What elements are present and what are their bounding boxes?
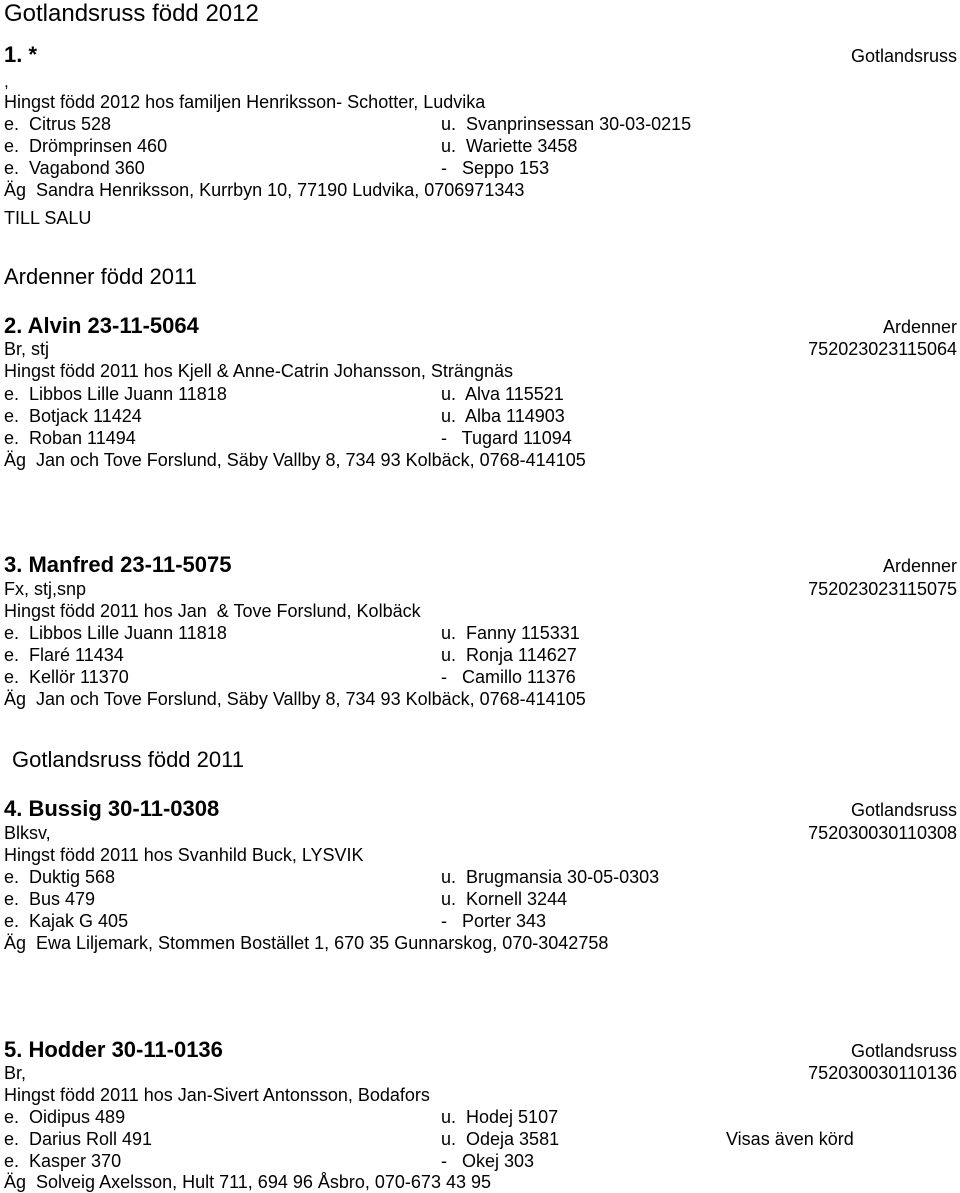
breed-label: Ardenner [882,317,957,337]
chip-number: 752030030110136 [808,1063,957,1083]
pedigree-left: e. Drömprinsen 460 [4,136,168,156]
entry-description: Hingst född 2011 hos Svanhild Buck, LYSVIK [4,845,364,865]
pedigree-right: u. Alba 114903 [441,406,565,426]
owner-line: Äg Jan och Tove Forslund, Säby Vallby 8, 734 93 Kolbäck, 0768-414105 [4,450,586,470]
entry-description: Hingst född 2011 hos Jan-Sivert Antonsson, Bodafors [4,1085,430,1105]
breed-label: Gotlandsruss [850,800,957,820]
pedigree-left: e. Darius Roll 491 [4,1129,153,1149]
pedigree-left: e. Citrus 528 [4,114,112,134]
pedigree-left: e. Duktig 568 [4,867,116,887]
show-note: Visas även körd [726,1129,854,1149]
pedigree-left: e. Flaré 11434 [4,645,124,665]
pedigree-right: u. Kornell 3244 [441,889,568,909]
pedigree-left: e. Oidipus 489 [4,1107,126,1127]
pedigree-left: e. Roban 11494 [4,428,136,448]
pedigree-left: e. Kasper 370 [4,1151,122,1171]
pedigree-left: e. Vagabond 360 [4,158,145,178]
entry-description: Hingst född 2012 hos familjen Henriksson- Schotter, Ludvika [4,92,486,112]
breed-label: Gotlandsruss [850,46,957,66]
pedigree-right: u. Svanprinsessan 30-03-0215 [441,114,692,134]
pedigree-right: - Okej 303 [441,1151,535,1171]
pedigree-right: u. Alva 115521 [441,384,564,404]
pedigree-right: u. Hodej 5107 [441,1107,559,1127]
breed-label: Gotlandsruss [850,1041,957,1061]
entry-title: 5. Hodder 30-11-0136 [4,1037,223,1062]
section-heading: Gotlandsruss född 2012 [4,0,259,27]
pedigree-right: - Porter 343 [441,911,547,931]
owner-line: Äg Jan och Tove Forslund, Säby Vallby 8, 734 93 Kolbäck, 0768-414105 [4,689,586,709]
sale-note: TILL SALU [4,208,92,228]
pedigree-left: e. Bus 479 [4,889,96,909]
color-markings: Blksv, [4,823,51,843]
section-heading: Gotlandsruss född 2011 [12,747,244,772]
pedigree-right: - Seppo 153 [441,158,550,178]
chip-number: 752030030110308 [808,823,957,843]
owner-line: Äg Solveig Axelsson, Hult 711, 694 96 Åsbro, 070-673 43 95 [4,1172,491,1192]
pedigree-right: u. Brugmansia 30-05-0303 [441,867,660,887]
color-markings: Br, stj [4,339,50,359]
pedigree-right: u. Ronja 114627 [441,645,577,665]
pedigree-left: e. Libbos Lille Juann 11818 [4,384,227,404]
entry-title: 4. Bussig 30-11-0308 [4,796,220,821]
pedigree-right: - Tugard 11094 [441,428,572,448]
entry-title: 2. Alvin 23-11-5064 [4,313,199,338]
owner-line: Äg Ewa Liljemark, Stommen Bostället 1, 670 35 Gunnarskog, 070-3042758 [4,933,609,953]
pedigree-right: u. Odeja 3581 [441,1129,560,1149]
chip-number: 752023023115064 [808,339,957,359]
owner-line: Äg Sandra Henriksson, Kurrbyn 10, 77190 Ludvika, 0706971343 [4,180,525,200]
section-heading: Ardenner född 2011 [4,264,197,289]
entry-title: 3. Manfred 23-11-5075 [4,552,232,577]
color-markings: Br, [4,1063,27,1083]
pedigree-right: - Camillo 11376 [441,667,576,687]
pedigree-right: u. Wariette 3458 [441,136,578,156]
entry-title: 1. * [4,42,38,67]
color-markings: Fx, stj,snp [4,579,87,599]
pedigree-left: e. Botjack 11424 [4,406,142,426]
chip-number: 752023023115075 [808,579,957,599]
entry-description: Hingst född 2011 hos Kjell & Anne-Catrin Johansson, Strängnäs [4,361,513,381]
pedigree-left: e. Libbos Lille Juann 11818 [4,623,227,643]
pedigree-left: e. Kellör 11370 [4,667,129,687]
pedigree-left: e. Kajak G 405 [4,911,129,931]
color-markings: , [4,72,9,91]
pedigree-right: u. Fanny 115331 [441,623,580,643]
entry-description: Hingst född 2011 hos Jan & Tove Forslund, Kolbäck [4,601,421,621]
breed-label: Ardenner [882,556,957,576]
